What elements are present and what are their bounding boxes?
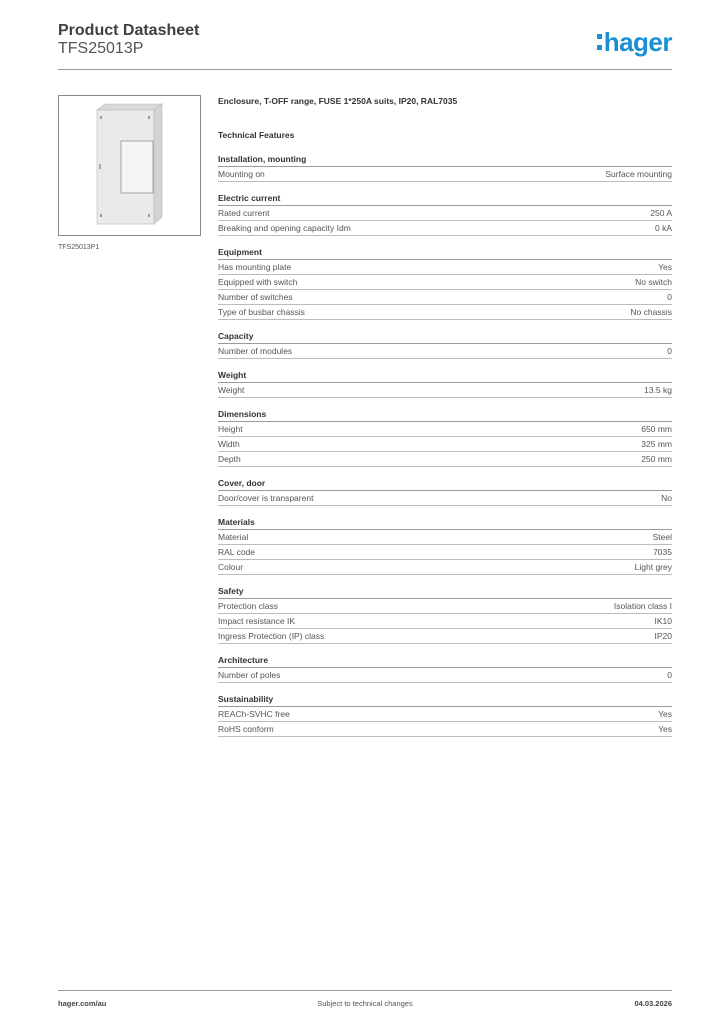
- feature-section: [218, 189, 672, 236]
- footer-notice: Subject to technical changes: [317, 999, 413, 1008]
- section-heading: Architecture: [218, 651, 672, 668]
- feature-row: [218, 437, 672, 452]
- feature-label: Protection class: [218, 601, 278, 611]
- feature-label: Has mounting plate: [218, 262, 292, 272]
- header-divider: [58, 69, 672, 70]
- section-heading: Sustainability: [218, 690, 672, 707]
- footer-date: 04.03.2026: [634, 999, 672, 1008]
- product-code: TFS25013P: [58, 40, 144, 57]
- feature-label: Impact resistance IK: [218, 616, 296, 626]
- feature-label: Type of busbar chassis: [218, 307, 305, 317]
- feature-value: 7035: [653, 547, 672, 557]
- feature-label: Depth: [218, 454, 241, 464]
- feature-row: [218, 305, 672, 320]
- feature-row: [218, 452, 672, 467]
- feature-value: 13.5 kg: [644, 385, 672, 395]
- feature-value: IK10: [654, 616, 672, 626]
- feature-section: [218, 327, 672, 359]
- feature-row: [218, 707, 672, 722]
- page-title: Product Datasheet: [58, 22, 200, 39]
- image-caption: TFS25013P1: [58, 244, 100, 251]
- feature-value: No: [661, 493, 672, 503]
- feature-label: RoHS conform: [218, 724, 274, 734]
- feature-row: [218, 629, 672, 644]
- feature-row: [218, 422, 672, 437]
- section-heading: Safety: [218, 582, 672, 599]
- feature-section: [218, 405, 672, 467]
- feature-value: Yes: [658, 709, 672, 719]
- hager-logo: [597, 27, 672, 57]
- feature-row: [218, 560, 672, 575]
- feature-section: [218, 243, 672, 320]
- feature-label: Rated current: [218, 208, 270, 218]
- feature-value: IP20: [654, 631, 672, 641]
- feature-label: Colour: [218, 562, 244, 572]
- feature-row: [218, 722, 672, 737]
- footer-divider: [58, 990, 672, 991]
- page-header: [58, 22, 672, 70]
- feature-section: [218, 150, 672, 182]
- feature-value: 0: [667, 346, 672, 356]
- feature-value: Steel: [652, 532, 672, 542]
- feature-label: REACh-SVHC free: [218, 709, 290, 719]
- feature-section: [218, 690, 672, 737]
- feature-label: Door/cover is transparent: [218, 493, 314, 503]
- feature-section: [218, 366, 672, 398]
- feature-label: Equipped with switch: [218, 277, 298, 287]
- feature-section: [218, 474, 672, 506]
- feature-label: Weight: [218, 385, 245, 395]
- feature-row: [218, 599, 672, 614]
- feature-row: [218, 530, 672, 545]
- feature-value: 0: [667, 670, 672, 680]
- feature-label: RAL code: [218, 547, 256, 557]
- footer-website: hager.com/au: [58, 999, 107, 1008]
- feature-row: [218, 167, 672, 182]
- feature-row: [218, 344, 672, 359]
- feature-value: No switch: [635, 277, 672, 287]
- feature-label: Number of modules: [218, 346, 293, 356]
- technical-features-heading: Technical Features: [218, 130, 295, 140]
- feature-section: [218, 651, 672, 683]
- feature-label: Breaking and opening capacity Idm: [218, 223, 351, 233]
- feature-row: [218, 290, 672, 305]
- feature-label: Height: [218, 424, 243, 434]
- feature-value: Yes: [658, 724, 672, 734]
- feature-row: [218, 383, 672, 398]
- logo-text: hager: [603, 27, 672, 57]
- feature-value: 0 kA: [654, 223, 672, 233]
- feature-label: Width: [218, 439, 240, 449]
- section-heading: Installation, mounting: [218, 150, 672, 167]
- feature-value: Surface mounting: [605, 169, 672, 179]
- feature-label: Material: [218, 532, 249, 542]
- product-image: [58, 95, 201, 236]
- feature-row: [218, 275, 672, 290]
- feature-section: [218, 582, 672, 644]
- feature-row: [218, 614, 672, 629]
- section-heading: Materials: [218, 513, 672, 530]
- enclosure-illustration: [59, 96, 200, 235]
- section-heading: Dimensions: [218, 405, 672, 422]
- section-heading: Cover, door: [218, 474, 672, 491]
- section-heading: Capacity: [218, 327, 672, 344]
- feature-value: Isolation class I: [613, 601, 672, 611]
- section-heading: Weight: [218, 366, 672, 383]
- feature-value: 250 mm: [641, 454, 672, 464]
- feature-row: [218, 206, 672, 221]
- feature-value: No chassis: [630, 307, 672, 317]
- feature-row: [218, 260, 672, 275]
- feature-value: Yes: [658, 262, 672, 272]
- logo-colon-icon: [597, 34, 602, 50]
- feature-label: Number of poles: [218, 670, 281, 680]
- technical-features-list: [218, 150, 672, 744]
- feature-row: [218, 491, 672, 506]
- product-description: Enclosure, T-OFF range, FUSE 1*250A suits, IP20, RAL7035: [218, 96, 458, 106]
- feature-row: [218, 668, 672, 683]
- feature-label: Ingress Protection (IP) class: [218, 631, 325, 641]
- feature-label: Number of switches: [218, 292, 293, 302]
- feature-label: Mounting on: [218, 169, 265, 179]
- feature-row: [218, 221, 672, 236]
- feature-section: [218, 513, 672, 575]
- feature-value: 650 mm: [641, 424, 672, 434]
- section-heading: Equipment: [218, 243, 672, 260]
- feature-value: 0: [667, 292, 672, 302]
- feature-value: Light grey: [634, 562, 672, 572]
- page-footer: [58, 990, 672, 1020]
- feature-row: [218, 545, 672, 560]
- section-heading: Electric current: [218, 189, 672, 206]
- feature-value: 250 A: [650, 208, 672, 218]
- feature-value: 325 mm: [641, 439, 672, 449]
